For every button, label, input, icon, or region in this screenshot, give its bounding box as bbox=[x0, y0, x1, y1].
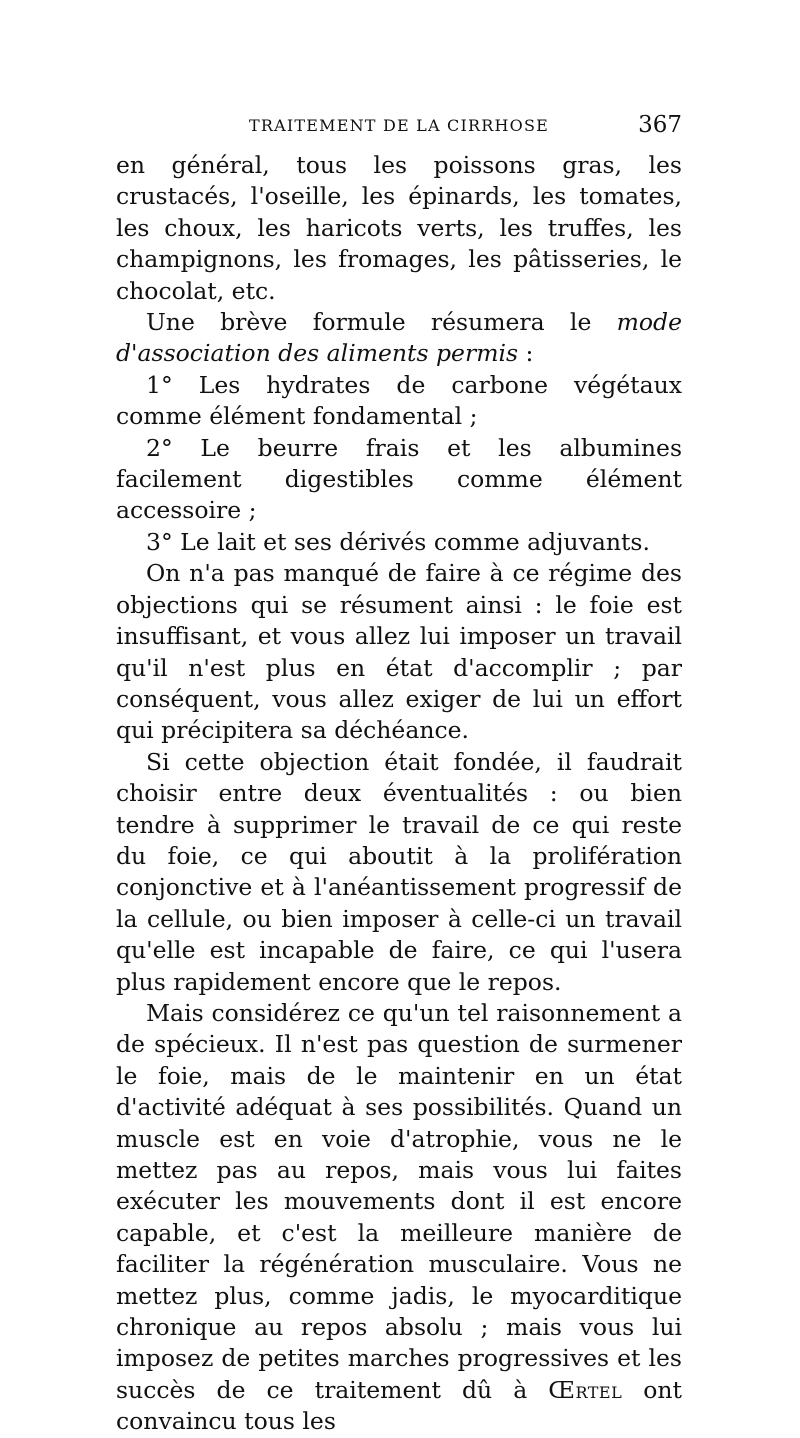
list-item-3: 3° Le lait et ses dérivés comme adjuvants. bbox=[146, 527, 650, 556]
page-number: 367 bbox=[638, 112, 682, 138]
paragraph-food-list: en général, tous les poissons gras, les crustacés, l'oseille, les épinards, les tomates, les choux, les haricots verts, les truffes, les champignons, les fromages, les pâtisseries, le chocolat, etc. bbox=[116, 151, 682, 305]
italic-phrase: mode d'association des aliments permis bbox=[116, 308, 682, 368]
paragraph-objections: On n'a pas manqué de faire à ce régime des objections qui se résument ainsi : le foie est insuffisant, et vous allez lui imposer un travail qu'il n'est plus en état d'accomplir ; par conséquent, vous allez exiger de lui un effort qui précipitera sa déchéance. bbox=[116, 559, 682, 745]
list-item-2: 2° Le beurre frais et les albumines facilement digestibles comme élément accessoire ; bbox=[116, 433, 682, 525]
list-item-1: 1° Les hydrates de carbone végétaux comme élément fondamental ; bbox=[116, 370, 682, 431]
author-name-small-caps: Œrtel bbox=[548, 1375, 623, 1404]
body-text bbox=[116, 150, 682, 1438]
paragraph-alternatives: Si cette objection était fondée, il faudrait choisir entre deux éventualités : ou bien tendre à supprimer le travail de ce qui reste du foie, ce qui aboutit à la prolifération conjonctive et à l'anéantissement progressif de la cellule, ou bien imposer à celle-ci un travail qu'elle est incapable de faire, ce qui l'usera plus rapidement encore que le repos. bbox=[116, 747, 682, 996]
paragraph-formula-intro: Une brève formule résumera le mode d'association des aliments permis : bbox=[116, 308, 682, 368]
running-head: TRAITEMENT DE LA CIRRHOSE bbox=[249, 116, 549, 135]
page-header bbox=[116, 112, 682, 142]
paragraph-reasoning: Mais considérez ce qu'un tel raisonnement a de spécieux. Il n'est pas question de surmener le foie, mais de le maintenir en un état d'activité adéquat à ses possibilités. Quand un muscle est en voie d'atrophie, vous ne le mettez pas au repos, mais vous lui faites exécuter les mouvements dont il est encore capable, et c'est la meilleure manière de faciliter la régénération musculaire. Vous ne mettez plus, comme jadis, le myocarditique chronique au repos absolu ; mais vous lui imposez de petites marches progressives et les succès de ce traitement dû à Œrtel ont convaincu tous les bbox=[116, 998, 683, 1436]
